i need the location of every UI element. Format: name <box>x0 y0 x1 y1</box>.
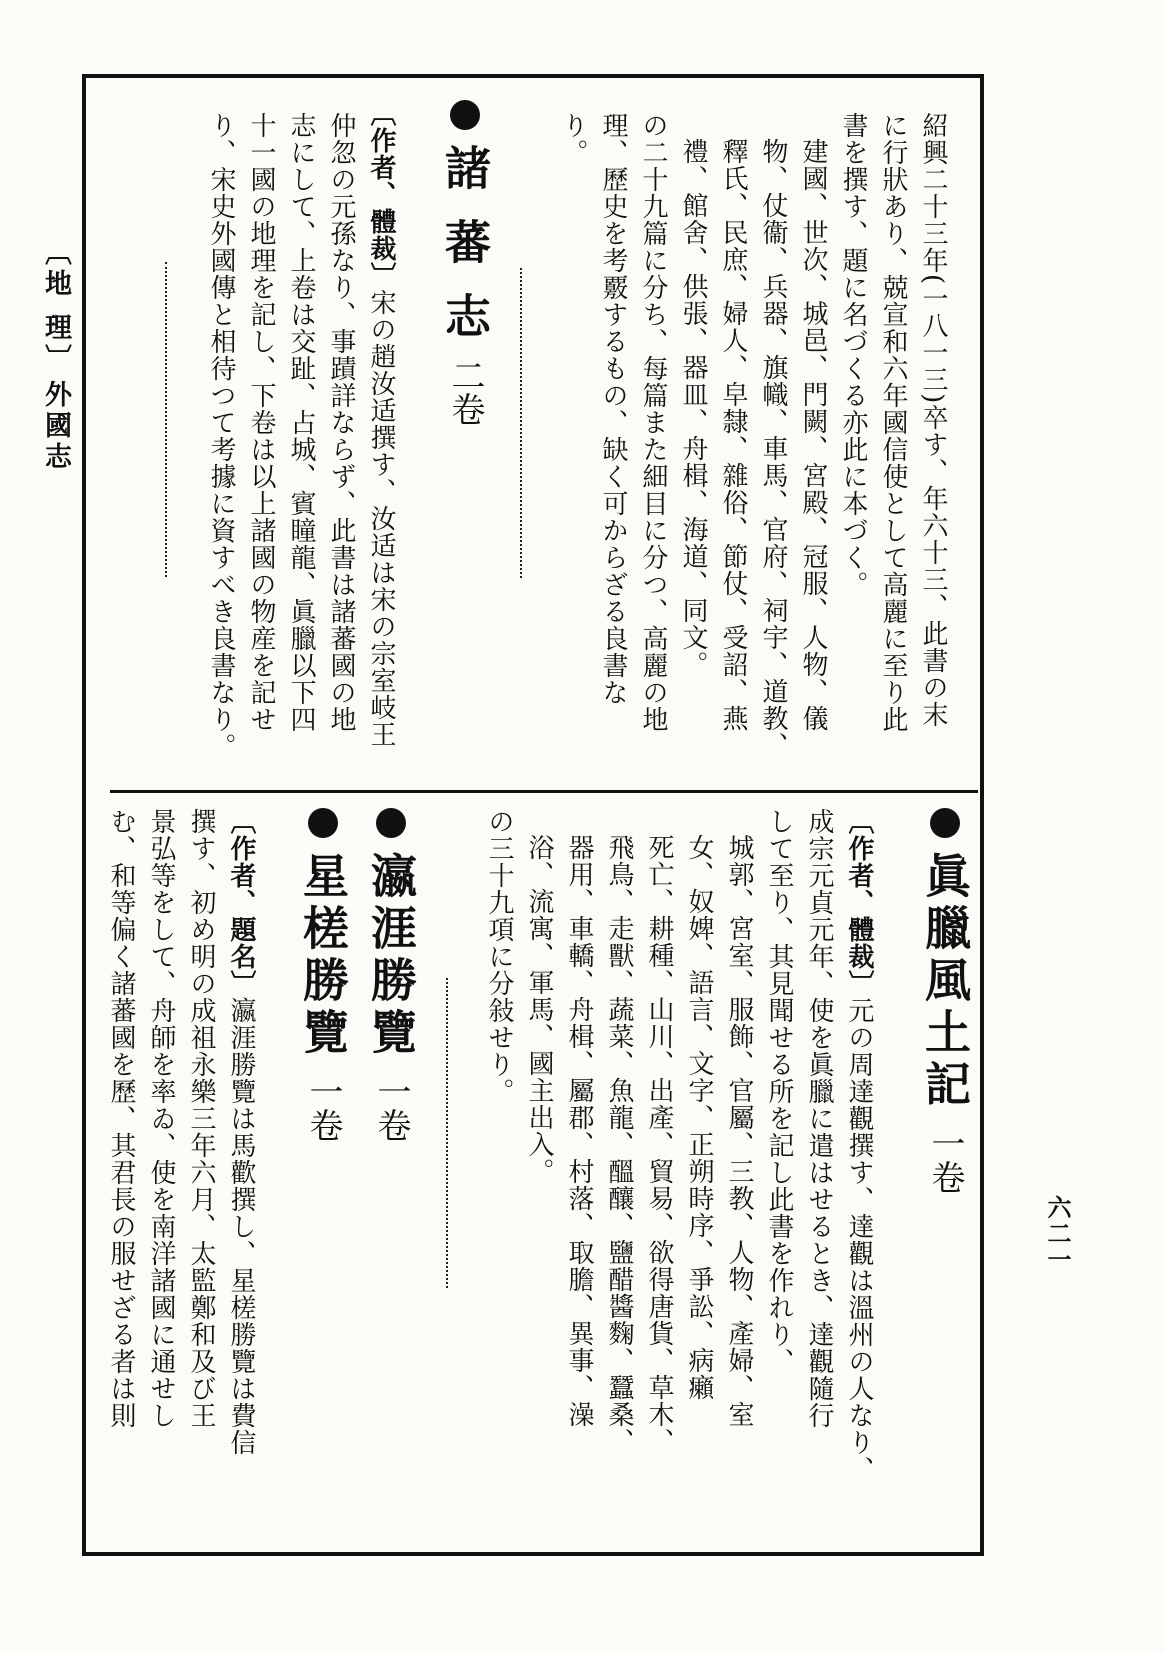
text-column: 理、歷史を考覈するもの、缺く可からざる良書な <box>598 112 628 706</box>
wavy-rule <box>520 268 522 578</box>
heading-volume: 一卷 <box>303 1074 343 1142</box>
text-column: 十一國の地理を記し、下卷は以上諸國の物産を記せ <box>246 112 276 733</box>
heading-volume: 一卷 <box>925 1126 965 1194</box>
text-run: 宋の趙汝适撰す、汝适は宋の宗室岐王 <box>366 289 396 748</box>
text-column: む、和等偏く諸蕃國を歷、其君長の服せざる者は則 <box>106 808 136 1429</box>
heading-volume: 一卷 <box>371 1074 411 1142</box>
text-column: 景弘等をして、舟師を率ゐ、使を南洋諸國に通せし <box>146 808 176 1429</box>
heading-volume: 二卷 <box>445 358 485 427</box>
section-heading <box>432 100 498 426</box>
heading-title: 諸 蕃 志 <box>438 144 492 345</box>
wavy-rule <box>446 978 448 1288</box>
text-column: 器用、車轎、舟楫、屬郡、村落、取膽、異事、澡 <box>564 834 594 1428</box>
text-column: 浴、流寓、軍馬、國主出入。 <box>524 834 554 1185</box>
text-column: 物、仗衞、兵器、旗幟、車馬、官府、祠宇、道教、 <box>758 138 788 759</box>
page-number: 六二一 <box>1043 1195 1072 1273</box>
text-column: に行狀あり、兢宣和六年國信使として高麗に至り此 <box>878 112 908 733</box>
text-column: 建國、世次、城邑、門闕、宮殿、冠服、人物、儀 <box>798 138 828 732</box>
running-section: 〔地 理〕 <box>40 238 71 376</box>
section-divider <box>110 790 978 793</box>
bracket-tag: 〔作者、體裁〕 <box>366 100 396 289</box>
text-column: 飛鳥、走獸、蔬菜、魚龍、醞釀、鹽醋醬麴、蠶桑、 <box>604 834 634 1455</box>
text-column <box>228 808 254 1456</box>
heading-title: 星槎勝覽 <box>296 852 350 1060</box>
text-run: 瀛涯勝覽は馬歡撰し、星槎勝覽は費信 <box>226 997 256 1456</box>
bullet-icon <box>930 808 960 838</box>
text-column: り。 <box>558 112 588 166</box>
text-column: 釋氏、民庶、婦人、皁隸、雜俗、節仗、受詔、燕 <box>718 138 748 732</box>
section-heading <box>358 808 424 1142</box>
text-column <box>846 808 872 1483</box>
text-column: の三十九項に分敍せり。 <box>484 808 514 1105</box>
text-column: 紹興二十三年(一八一三)卒す、年六十三、此書の末 <box>918 112 948 729</box>
bracket-tag: 〔作者、題名〕 <box>226 808 256 997</box>
text-column: 撰す、初め明の成祖永樂三年六月、太監鄭和及び王 <box>186 808 216 1429</box>
text-run: 元の周達觀撰す、達觀は溫州の人なり、 <box>844 997 874 1483</box>
text-column: 死亡、耕種、山川、出產、貿易、欲得唐貨、草木、 <box>644 834 674 1455</box>
wavy-rule <box>165 262 167 577</box>
text-column: の二十九篇に分ち、每篇また細目に分つ、高麗の地 <box>638 112 668 733</box>
text-column: 志にして、上卷は交趾、占城、賓瞳龍、眞臘以下四 <box>286 112 316 733</box>
text-column: 女、奴婢、語言、文字、正朔時序、爭訟、病癩 <box>684 834 714 1401</box>
text-column <box>368 100 394 748</box>
text-column: して至り、其見聞せる所を記し此書を作れり、 <box>764 808 794 1375</box>
heading-title: 眞臘風土記 <box>918 852 972 1112</box>
heading-title: 瀛涯勝覽 <box>364 852 418 1060</box>
bracket-tag: 〔作者、體裁〕 <box>844 808 874 997</box>
section-heading <box>912 808 978 1194</box>
text-column: 書を撰す、題に名づくる亦此に本づく。 <box>838 112 868 598</box>
text-column: 禮、館舍、供張、器皿、舟楫、海道、同文。 <box>678 138 708 678</box>
text-column: り、宋史外國傳と相待つて考據に資すべき良書なり。 <box>206 112 236 760</box>
section-heading <box>290 808 356 1142</box>
text-column: 仲忽の元孫なり、事蹟詳ならず、此書は諸蕃國の地 <box>326 112 356 733</box>
text-column: 城郭、宮室、服飾、官屬、三教、人物、產婦、室 <box>724 834 754 1428</box>
bullet-icon <box>376 808 406 838</box>
running-title: 外國志 <box>40 380 71 473</box>
bullet-icon <box>450 100 480 130</box>
bullet-icon <box>308 808 338 838</box>
text-column: 成宗元貞元年、使を眞臘に遣はせるとき、達觀隨行 <box>804 808 834 1429</box>
